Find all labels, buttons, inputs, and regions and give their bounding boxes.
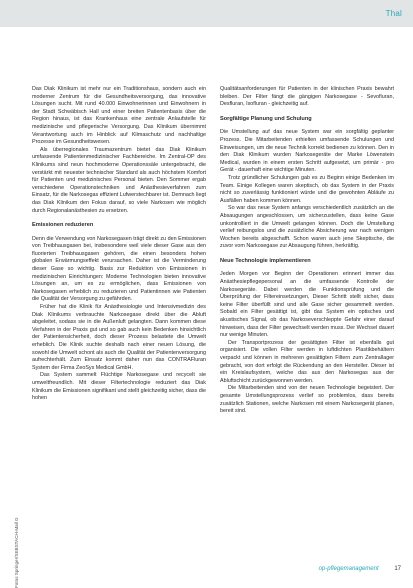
- section-heading: Sorgfältige Planung und Schulung: [220, 115, 312, 122]
- paragraph: Die Mitarbeitenden sind von der neuen Technologie begeistert. Der gesamte Umstellungsprozess verlief so problemlos, dass bereits zusätzlich Stationen, welche Narkosen mit einem Narkosegerät planen, bereit sind.: [220, 385, 394, 415]
- left-column: [32, 86, 206, 403]
- section-heading: Neue Technologie implementieren: [220, 257, 311, 264]
- page-footer: [319, 566, 401, 572]
- paragraph: So war das neue System anfangs verschiedentlich zusätzlich an die Absaugungen angeschlossen, um sicherzustellen, dass keine Gase unkontrolliert in die Umwelt gelangen können. Doch die Umstellung verlief reibungslos und die zusätzliche Absicherung war nach wenigen Wochen bereits abgeschafft. Schon waren auch jene Skeptische, die zuvor vom Narkosegase zur Absaugung führen, herkräftig.: [220, 205, 394, 250]
- section-heading: Emissionen reduzieren: [32, 222, 94, 229]
- section-tag: Thal: [385, 9, 402, 18]
- right-column: [220, 86, 394, 416]
- page-number: 17: [394, 566, 401, 572]
- paragraph: Früher hat die Klinik für Anästhesiologie und Intensivmedizin des Diak Klinikums verbrauchte Narkosegase direkt über die Abluft abgeleitet, sodass sie in die Außenluft gelangten. Dann kommen diese Verfahren in der Praxis gut und so gab auch kein Bedenken hinsichtlich der Patientensicherheit, doch dieser Prozess belastete die Umwelt erheblich. Die Klinik suchte deshalb nach einer neuen Lösung, die sowohl die Umwelt schont als auch die Qualität der Patientenversorgung aufrechterhält. Zum Einsatz kommt daher nun das CONTRAFluran System der Firma ZeoSys Medical GmbH.: [32, 304, 206, 371]
- paragraph: Jeden Morgen vor Beginn der Operationen erinnert immer das Anästhesiepflegepersonal an die umfassende Kontrolle der Narkosegeräte. Dabei werden die Funktionsprüfung und die Überprüfung der Filtereinsetzungen, Dieser Schritt stellt sicher, dass keine Filter überfüllt sind und alle Gase sicher gesammelt werden. Sobald ein Filter gesättigt ist, gibt das System ein optisches und akustisches Signal, ob das Narkoseverschleppte Gefahr einer darauf hinweisen, dass der Filter gewechselt werden muss. Der Wechsel dauert nur wenige Minuten.: [220, 271, 394, 339]
- paragraph: Trotz gründlicher Schulungen gab es zu Beginn einige Bedenken im Team. Einige Kollegen waren skeptisch, ob das System in der Praxis nicht so zuverlässig funktioniert würde und die gewohnten Abläufe zu Ausfällen haben kommen können.: [220, 174, 394, 204]
- paragraph: Die Umstellung auf das neue System war ein sorgfältig geplanter Prozess. Die Mitarbeitenden erhielten umfassende Schulungen und Einweisungen, um die neue Technik korrekt bedienen zu können. Den in den Diak Klinikum wurden Narkosegeräte der Marke Löwenstein Medical, wurden in einem ersten Schritt aufgesetzt, um primär - pro Gerät - dauerhaft eine wichtige Minuten.: [220, 129, 394, 174]
- paragraph: Der Transportprozess der gesättigten Filter ist ebenfalls gut organisiert. Die vollen Filter werden in luftdichten Plastikbehältern verpackt und können in mehreren gesättigten Filtern zum Zentrallager gebracht, von dort erfolgt die Rückendung an den Hersteller. Dieser ist ein Kreislaufsystem, welche das aus den Narkosegas aus der Abluftschicht zurückgewonnen werden.: [220, 339, 394, 384]
- magazine-name: op-pflegemanagement: [318, 566, 379, 572]
- photo-credit: Fotos Springer/SEBSTACH-Mall G: [14, 517, 19, 588]
- paragraph: Qualitätsanforderungen für Patienten in der klinischen Praxis bewahrt bleiben. Der Filter fängt die gängigen Narkosegase - Sevofluran, Desfluran, Isofluran - gleichzeitig auf.: [220, 86, 394, 108]
- header-band: [0, 0, 413, 27]
- paragraph: Als überregionales Traumazentrum bietet das Diak Klinikum umfassende Patientenmedizinischer Fachbereiche. Im Zentral-OP des Klinikums sind neun hochmoderne Operationssäle untergebracht, die verstärkt mit neuester technischer Standard als auch höchstem Komfort für Patienten und medizinisches Personal bieten. Den Sommer ergab verschiedene Operationstechniken und Anästhesieverfahren zum Einsatz, für die Narkosegas effizient Lufwerstechbarer ist. Demnach liegt das Diak Klinikum den Fokus darauf, so viele Narkosen wie möglich durch Regionalanästhesien zu ersetzen.: [32, 146, 206, 214]
- paragraph: Das Diak Klinikum ist mehr nur ein Traditionshaus, sondern auch ein moderner Zentrum für die Gesundheitsversorgung, das innovative Lösungen sucht. Mit rund 40.000 Einwohnerinnen und Einwohnern in der Stadt Schwäbisch Hall und einer breiten Patientenbasis über die Region hinaus, ist das Krankenhaus eine zentrale Anlaufstelle für medizinische und pflegerische Versorgung. Das Klinikum übernimmt Verantwortung auch im Hinblick auf Klimaschutz und nachhaltige Prozesse im Gesundheitswesen.: [32, 86, 206, 146]
- paragraph: Denn die Verwendung von Narkosegasen trägt direkt zu den Emissionen von Treibhausgasen bei, insbesondere weil viele dieser Gase aus den fluorierten Treibhausgasen gehören, die einen besonders hohen globalen Erwärmungseffekt verursachen. Daher ist die Verminderung dieser Gase so wichtig. Basis zur Reduktion von Emissionen in medizinischen Einrichtungen: Moderne Technologien bieten innovative Lösungen an, um es zu ermöglichen, dass Emissionen von Narkosegasen erheblich zu reduzieren und Patientinnen wie Patienten die Qualität der Versorgung zu gefährden.: [32, 235, 206, 303]
- paragraph: Das System sammelt Flüchtige Narkosegase und recycelt sie umweltfreundlich. Mit dieser Filtertechnologie reduziert das Diak Klinikum die Emissionen signifikant und stellt gleichzeitig sicher, dass die hohen: [32, 372, 206, 402]
